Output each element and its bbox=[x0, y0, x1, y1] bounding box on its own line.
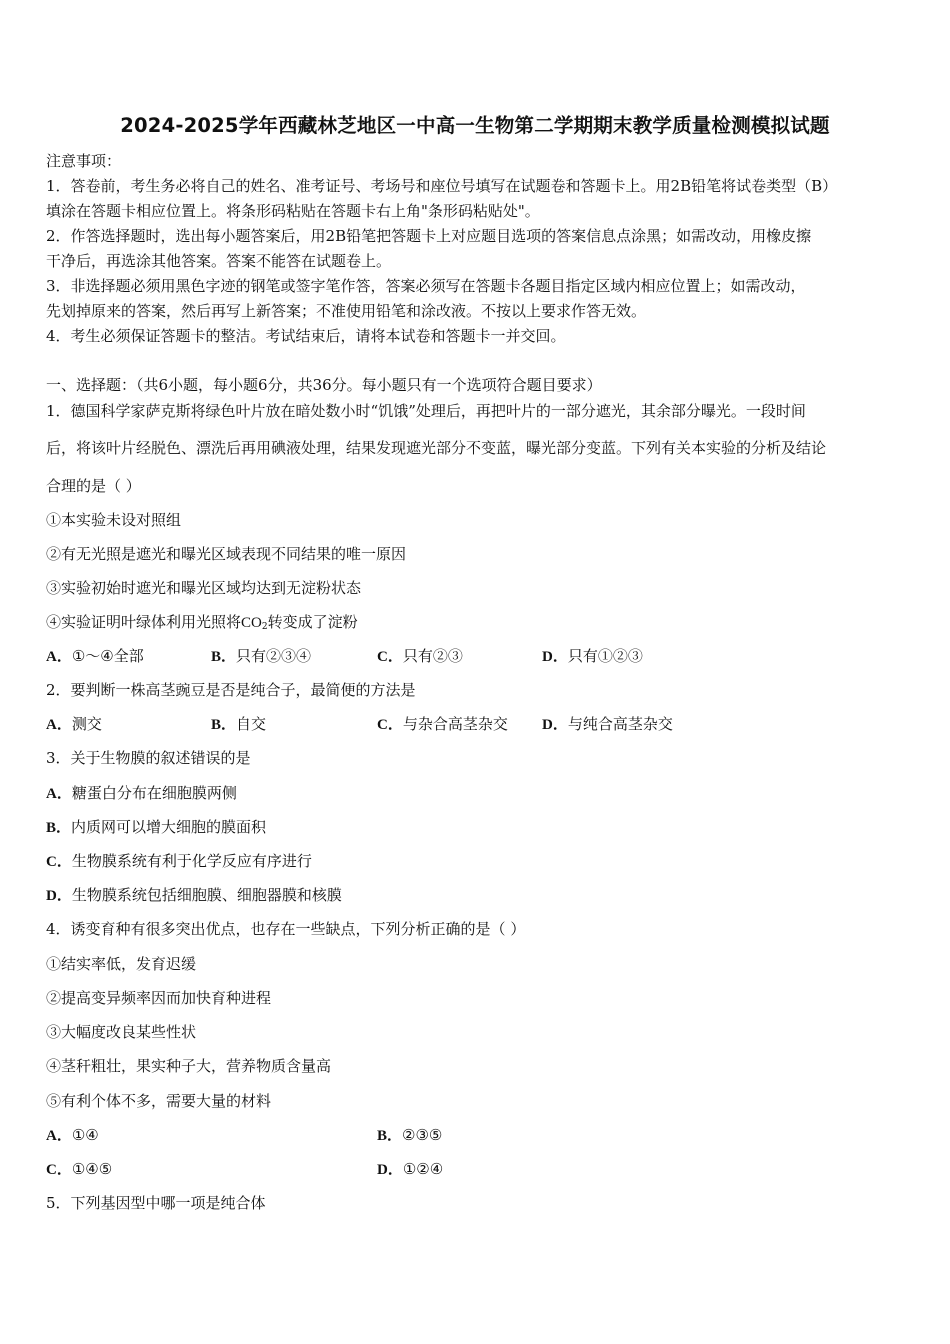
notice-line: 1．答卷前，考生务必将自己的姓名、准考证号、考场号和座位号填写在试题卷和答题卡上。用2B铅笔将试卷类型（B） bbox=[46, 177, 838, 195]
notice-heading: 注意事项： bbox=[46, 152, 122, 170]
question-2-option-b: B．自交 bbox=[211, 715, 267, 733]
question-4-item: ③大幅度改良某些性状 bbox=[46, 1023, 197, 1041]
question-3-stem: 3．关于生物膜的叙述错误的是 bbox=[46, 749, 251, 767]
question-3-option-b: B．内质网可以增大细胞的膜面积 bbox=[46, 818, 267, 836]
question-1-option-b: B．只有②③④ bbox=[211, 647, 312, 665]
question-1-item: ③实验初始时遮光和曝光区域均达到无淀粉状态 bbox=[46, 579, 362, 597]
question-4-option-d: D．①②④ bbox=[377, 1160, 444, 1178]
question-1-stem: 1．德国科学家萨克斯将绿色叶片放在暗处数小时“饥饿”处理后，再把叶片的一部分遮光，其余部分曝光。一段时间 bbox=[46, 402, 806, 420]
question-4-stem: 4．诱变育种有很多突出优点，也存在一些缺点，下列分析正确的是（ ） bbox=[46, 920, 526, 938]
question-4-item: ④茎秆粗壮，果实种子大，营养物质含量高 bbox=[46, 1057, 332, 1075]
question-2-option-a: A．测交 bbox=[46, 715, 102, 733]
question-4-option-b: B．②③⑤ bbox=[377, 1126, 443, 1144]
question-1-item-text: 转变成了淀粉 bbox=[267, 613, 358, 631]
question-2-option-c: C．与杂合高茎杂交 bbox=[377, 715, 508, 733]
question-4-item: ②提高变异频率因而加快育种进程 bbox=[46, 989, 272, 1007]
co2-subscript: 2 bbox=[261, 622, 268, 632]
page-title: 2024-2025学年西藏林芝地区一中高一生物第二学期期末教学质量检测模拟试题 bbox=[120, 114, 830, 137]
question-1-option-c: C．只有②③ bbox=[377, 647, 463, 665]
question-2-option-d: D．与纯合高茎杂交 bbox=[542, 715, 673, 733]
notice-line: 3．非选择题必须用黑色字迹的钢笔或签字笔作答，答案必须写在答题卡各题目指定区域内相应位置上；如需改动， bbox=[46, 277, 806, 295]
notice-line: 4．考生必须保证答题卡的整洁。考试结束后，请将本试卷和答题卡一并交回。 bbox=[46, 327, 566, 345]
question-2-stem: 2．要判断一株高茎豌豆是否是纯合子，最简便的方法是 bbox=[46, 681, 416, 699]
question-1-stem: 后，将该叶片经脱色、漂洗后再用碘液处理，结果发现遮光部分不变蓝，曝光部分变蓝。下列有关本实验的分析及结论 bbox=[46, 439, 827, 457]
question-4-option-c: C．①④⑤ bbox=[46, 1160, 113, 1178]
notice-line: 2．作答选择题时，选出每小题答案后，用2B铅笔把答题卡上对应题目选项的答案信息点涂黑；如需改动，用橡皮擦 bbox=[46, 227, 812, 245]
question-4-option-a: A．①④ bbox=[46, 1126, 99, 1144]
question-4-item: ①结实率低，发育迟缓 bbox=[46, 955, 197, 973]
co2-formula: CO bbox=[241, 615, 262, 631]
question-1-option-d: D．只有①②③ bbox=[542, 647, 643, 665]
question-5-stem: 5．下列基因型中哪一项是纯合体 bbox=[46, 1194, 266, 1212]
notice-line: 干净后，再选涂其他答案。答案不能答在试题卷上。 bbox=[46, 252, 392, 270]
notice-line: 填涂在答题卡相应位置上。将条形码粘贴在答题卡右上角"条形码粘贴处"。 bbox=[46, 202, 540, 220]
question-3-option-c: C．生物膜系统有利于化学反应有序进行 bbox=[46, 852, 312, 870]
question-3-option-d: D．生物膜系统包括细胞膜、细胞器膜和核膜 bbox=[46, 886, 342, 904]
question-1-stem: 合理的是（ ） bbox=[46, 477, 141, 495]
question-1-item-text: ④实验证明叶绿体利用光照将 bbox=[46, 613, 242, 631]
question-1-item bbox=[46, 612, 358, 637]
question-1-item: ①本实验未设对照组 bbox=[46, 511, 182, 529]
question-4-item: ⑤有利个体不多，需要大量的材料 bbox=[46, 1092, 272, 1110]
question-3-option-a: A．糖蛋白分布在细胞膜两侧 bbox=[46, 784, 237, 802]
section-heading: 一、选择题：（共6小题，每小题6分，共36分。每小题只有一个选项符合题目要求） bbox=[46, 376, 602, 394]
notice-line: 先划掉原来的答案，然后再写上新答案；不准使用铅笔和涂改液。不按以上要求作答无效。 bbox=[46, 302, 647, 320]
question-1-option-a: A．①～④全部 bbox=[46, 647, 144, 665]
question-1-item: ②有无光照是遮光和曝光区域表现不同结果的唯一原因 bbox=[46, 545, 407, 563]
